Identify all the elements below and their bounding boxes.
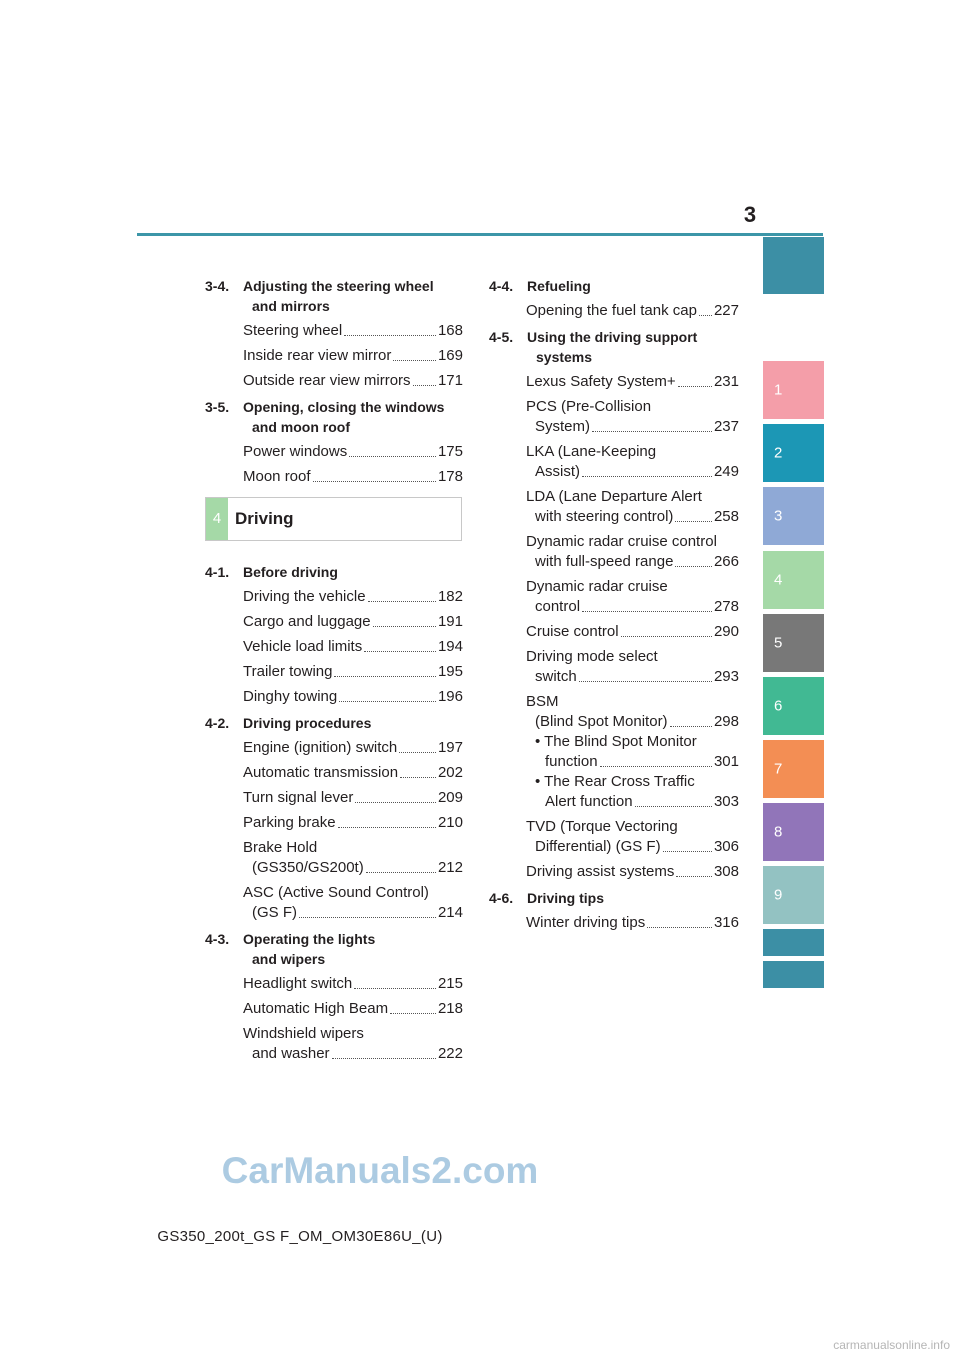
toc-entry-bullet[interactable]: • The Blind Spot Monitor function 301 <box>535 733 739 770</box>
side-tab-index-b[interactable] <box>763 961 824 988</box>
toc-entry-bullet[interactable]: • The Rear Cross Traffic Alert function 303 <box>535 773 739 810</box>
toc-entry[interactable]: Power windows 175 <box>243 443 463 460</box>
section-heading-3-5[interactable]: 3-5. Opening, closing the windows and moon roof <box>205 399 445 435</box>
watermark-site: carmanualsonline.info <box>833 1338 950 1352</box>
side-tab-6[interactable]: 6 <box>763 677 824 735</box>
toc-entry-multiline[interactable]: LKA (Lane-Keeping Assist) 249 <box>526 443 739 480</box>
toc-left-column <box>205 276 463 487</box>
toc-entry-multiline[interactable]: PCS (Pre-Collision System) 237 <box>526 398 739 435</box>
toc-entry-multiline[interactable]: Dynamic radar cruise control with full-speed range 266 <box>526 533 739 570</box>
chapter-title: Driving <box>235 509 294 528</box>
chapter-header-driving[interactable] <box>205 497 462 541</box>
side-tab-7[interactable]: 7 <box>763 740 824 798</box>
page-number: 3 <box>743 202 757 227</box>
side-tab-9[interactable]: 9 <box>763 866 824 924</box>
toc-entry-multiline[interactable]: Windshield wipers and washer 222 <box>243 1025 463 1062</box>
side-tab-3[interactable]: 3 <box>763 487 824 545</box>
section-heading-4-3[interactable]: 4-3. Operating the lights and wipers <box>205 931 376 967</box>
side-tab-2[interactable]: 2 <box>763 424 824 482</box>
side-tab-8[interactable]: 8 <box>763 803 824 861</box>
side-tab-5[interactable]: 5 <box>763 614 824 672</box>
toc-entry[interactable]: Automatic High Beam 218 <box>243 1000 463 1017</box>
toc-entry[interactable]: Trailer towing 195 <box>243 663 463 680</box>
section-heading-4-5[interactable]: 4-5. Using the driving support systems <box>489 329 698 365</box>
section-heading-4-6[interactable]: 4-6. Driving tips <box>489 890 605 906</box>
side-tab-1[interactable]: 1 <box>763 361 824 419</box>
side-tab-blank-top[interactable] <box>763 237 824 294</box>
toc-entry-multiline[interactable]: BSM (Blind Spot Monitor) 298 <box>526 693 739 730</box>
toc-entry[interactable]: Inside rear view mirror 169 <box>243 347 463 364</box>
toc-entry[interactable]: Driving the vehicle 182 <box>243 588 463 605</box>
toc-entry[interactable]: Cargo and luggage 191 <box>243 613 463 630</box>
toc-left-column-2 <box>205 562 463 1064</box>
top-rule <box>137 233 823 236</box>
toc-entry[interactable]: Winter driving tips 316 <box>526 914 739 931</box>
toc-entry-multiline[interactable]: Brake Hold (GS350/GS200t) 212 <box>243 839 463 876</box>
toc-entry[interactable]: Outside rear view mirrors 171 <box>243 372 463 389</box>
toc-entry[interactable]: Automatic transmission 202 <box>243 764 463 781</box>
side-tab-index-a[interactable] <box>763 929 824 956</box>
toc-entry[interactable]: Engine (ignition) switch 197 <box>243 739 463 756</box>
toc-entry[interactable]: Opening the fuel tank cap 227 <box>526 302 739 319</box>
toc-entry-multiline[interactable]: Dynamic radar cruise control 278 <box>526 578 739 615</box>
toc-entry[interactable]: Moon roof 178 <box>243 468 463 485</box>
section-heading-4-1[interactable]: 4-1. Before driving <box>205 564 338 580</box>
toc-entry-multiline[interactable]: LDA (Lane Departure Alert with steering control) 258 <box>526 488 739 525</box>
chapter-number: 4 <box>206 498 228 540</box>
toc-entry-multiline[interactable]: TVD (Torque Vectoring Differential) (GS F) 306 <box>526 818 739 855</box>
toc-entry[interactable]: Vehicle load limits 194 <box>243 638 463 655</box>
toc-entry-multiline[interactable]: ASC (Active Sound Control) (GS F) 214 <box>243 884 463 921</box>
toc-entry[interactable]: Cruise control 290 <box>526 623 739 640</box>
side-tab-4[interactable]: 4 <box>763 551 824 609</box>
toc-entry[interactable]: Turn signal lever 209 <box>243 789 463 806</box>
toc-right-column <box>489 276 739 933</box>
toc-entry[interactable]: Driving assist systems 308 <box>526 863 739 880</box>
toc-entry[interactable]: Steering wheel 168 <box>243 322 463 339</box>
section-heading-3-4[interactable]: 3-4. Adjusting the steering wheel and mirrors <box>205 278 434 314</box>
footer-document-code: GS350_200t_GS F_OM_OM30E86U_(U) <box>157 1228 443 1245</box>
section-heading-4-2[interactable]: 4-2. Driving procedures <box>205 715 372 731</box>
toc-entry[interactable]: Headlight switch 215 <box>243 975 463 992</box>
toc-entry[interactable]: Dinghy towing 196 <box>243 688 463 705</box>
toc-entry[interactable]: Lexus Safety System+ 231 <box>526 373 739 390</box>
toc-entry-multiline[interactable]: Driving mode select switch 293 <box>526 648 739 685</box>
toc-entry[interactable]: Parking brake 210 <box>243 814 463 831</box>
section-heading-4-4[interactable]: 4-4. Refueling <box>489 278 591 294</box>
watermark-logo: CarManuals2.com <box>221 1150 539 1191</box>
